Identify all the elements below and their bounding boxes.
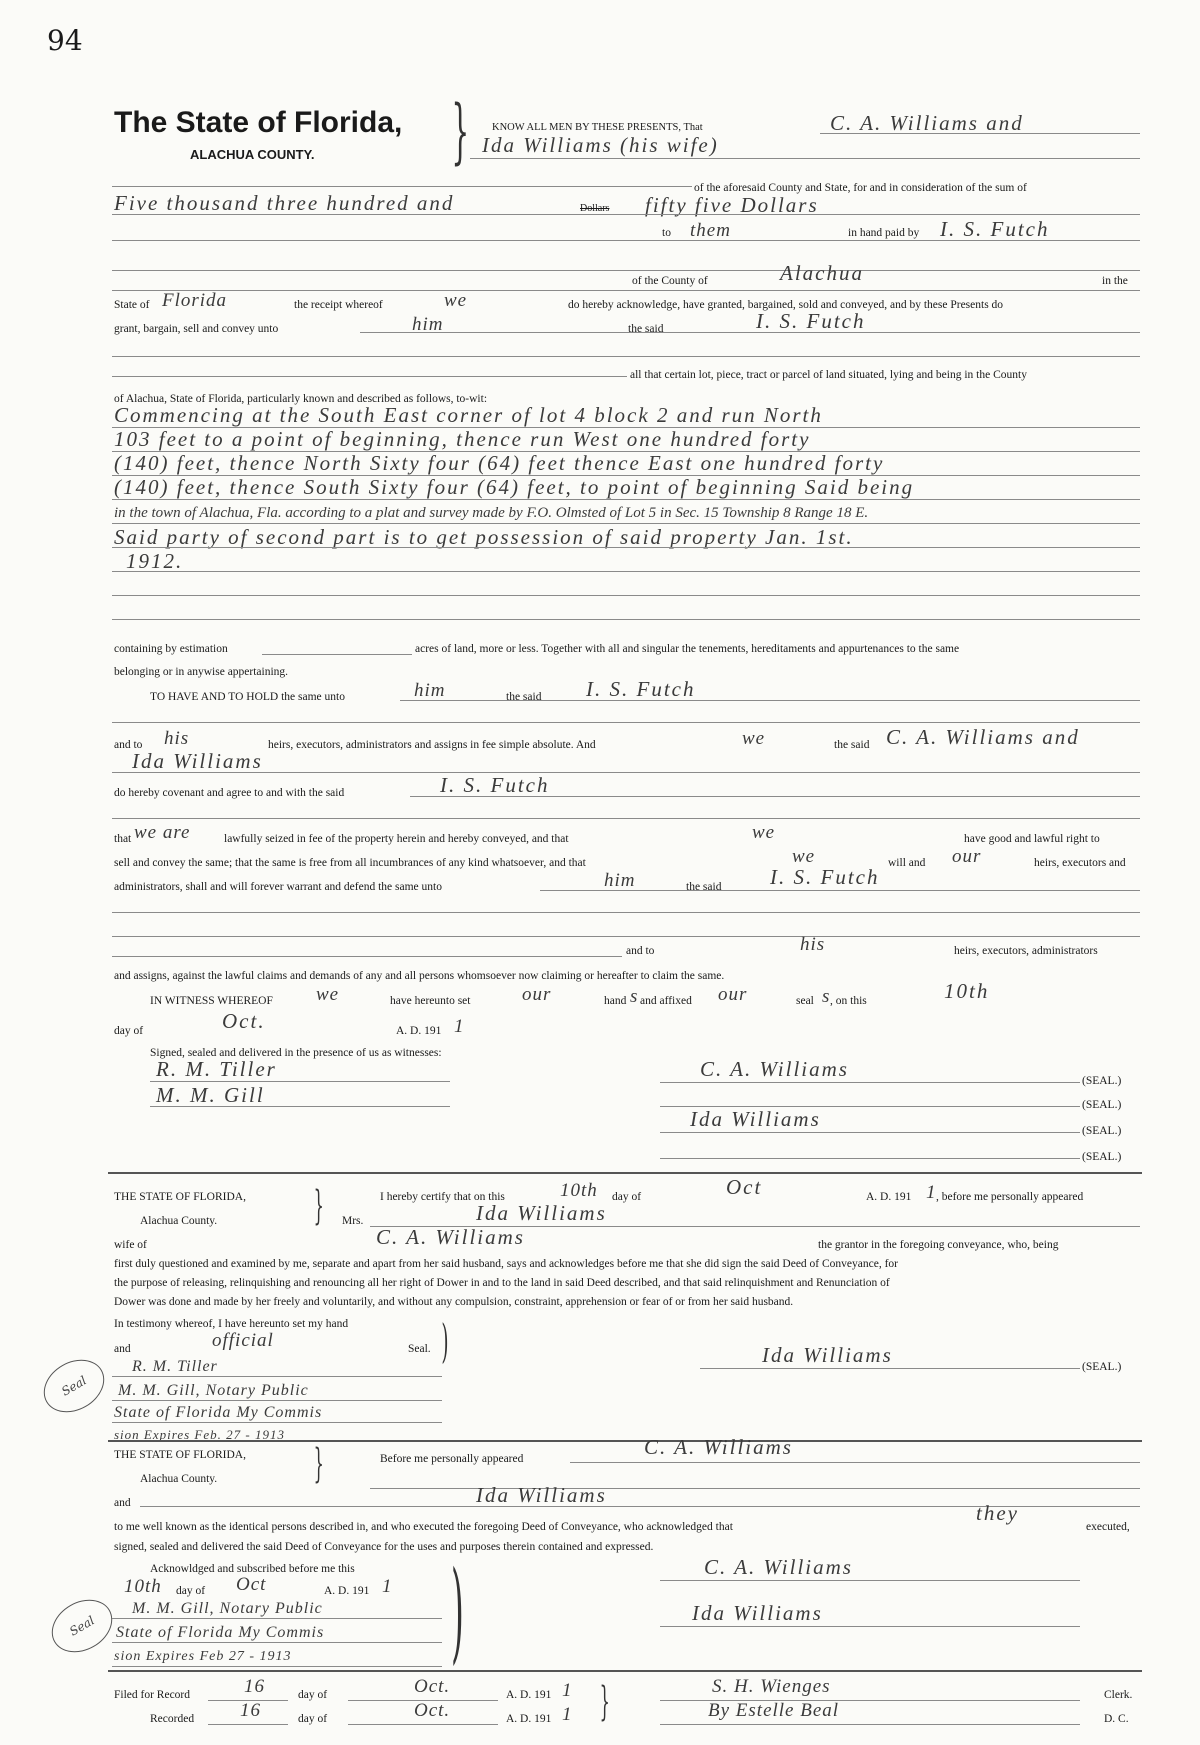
consideration-text: of the aforesaid County and State, for and in consideration of the sum of xyxy=(694,182,1027,194)
ack-day-hw: 10th xyxy=(124,1576,162,1597)
dower-text-2: the purpose of releasing, relinquishing and renouncing all her right of Dower in and to the land in said Deed described, and that said relinquishment and Renunciation of xyxy=(114,1277,890,1289)
description-text-1: all that certain lot, piece, tract or parcel of land situated, lying and being in the County xyxy=(630,369,1027,381)
dower-text-1: first duly questioned and examined by me, separate and apart from her said husband, says and acknowledges before me that she did sign the said Deed of Conveyance, for xyxy=(114,1258,898,1270)
ack-notary-3-hw: sion Expires Feb 27 - 1913 xyxy=(114,1649,292,1664)
dower-wife-hw: C. A. Williams xyxy=(376,1225,525,1249)
ack-and-hw: Ida Williams xyxy=(476,1483,607,1507)
admin-text: administrators, shall and will forever warrant and defend the same unto xyxy=(114,881,442,893)
ack-state: THE STATE OF FLORIDA, xyxy=(114,1449,246,1461)
county-title: ALACHUA COUNTY. xyxy=(190,147,315,162)
paid-label: in hand paid by xyxy=(848,227,920,239)
seal-s-hw: s xyxy=(822,986,831,1007)
dc-label: D. C. xyxy=(1104,1713,1129,1725)
on-this-label: , on this xyxy=(830,995,867,1007)
recorded-day-of: day of xyxy=(298,1713,328,1725)
filed-month-hw: Oct. xyxy=(414,1676,451,1697)
ack-sig-1-hw: C. A. Williams xyxy=(704,1555,853,1579)
signature-1-hw: C. A. Williams xyxy=(700,1057,849,1081)
ack-notary-1-hw: M. M. Gill, Notary Public xyxy=(132,1600,323,1617)
ack-before: Before me personally appeared xyxy=(380,1453,524,1465)
grantee-hw: I. S. Futch xyxy=(756,309,866,333)
dower-notary-2-hw: M. M. Gill, Notary Public xyxy=(118,1382,309,1399)
ack-text-1: to me well known as the identical persons described in, and who executed the foregoing Deed of Conveyance, who acknowledged that xyxy=(114,1521,733,1533)
good-text: have good and lawful right to xyxy=(964,833,1100,845)
state-hw: Florida xyxy=(162,290,228,311)
dower-mrs-hw: Ida Williams xyxy=(476,1201,607,1225)
and-to-label: and to xyxy=(114,739,143,751)
dower-state: THE STATE OF FLORIDA, xyxy=(114,1191,246,1203)
description-hw-2: 103 feet to a point of beginning, thence run West one hundred forty xyxy=(114,427,811,451)
grant-label: grant, bargain, sell and convey unto xyxy=(114,323,279,335)
the-said-4: the said xyxy=(686,881,722,893)
description-text-2: of Alachua, State of Florida, particularly known and described as follows, to-wit: xyxy=(114,393,488,405)
signed-text: Signed, sealed and delivered in the presence of us as witnesses: xyxy=(150,1047,442,1059)
hereunto-text: have hereunto set xyxy=(390,995,471,1007)
seal-label: seal xyxy=(796,995,814,1007)
dower-seal-brace: ) xyxy=(441,1314,449,1368)
heirs-exec-text: heirs, executors and xyxy=(1034,857,1126,869)
receipt-hw: we xyxy=(444,290,468,311)
ack-county: Alachua County. xyxy=(140,1473,218,1485)
hand-label: hand xyxy=(604,995,627,1007)
amount-hw-2: fifty five Dollars xyxy=(645,193,819,217)
description-hw-6: Said party of second part is to get possession of said property Jan. 1st. xyxy=(114,525,854,549)
ack-ad: A. D. 191 xyxy=(324,1585,370,1597)
dower-year-hw: 1 xyxy=(926,1182,937,1203)
dower-seal-label: (SEAL.) xyxy=(1082,1361,1122,1373)
recorded-year-hw: 1 xyxy=(562,1704,573,1725)
record-brace: } xyxy=(599,1679,610,1725)
dower-testimony: In testimony whereof, I have hereunto set my hand xyxy=(114,1318,349,1330)
ack-and: and xyxy=(114,1497,131,1509)
heirs-hw-2: C. A. Williams and xyxy=(886,725,1080,749)
know-all-text: KNOW ALL MEN BY THESE PRESENTS, That xyxy=(492,122,703,133)
heirs-hw-3: Ida Williams xyxy=(132,749,263,773)
covenant-text: do hereby covenant and agree to and with the said xyxy=(114,787,345,799)
dower-notary-4-hw: sion Expires Feb. 27 - 1913 xyxy=(114,1427,285,1442)
dower-day-of: day of xyxy=(612,1191,642,1203)
description-hw-7: 1912. xyxy=(126,549,184,573)
dower-grantor: the grantor in the foregoing conveyance, who, being xyxy=(818,1239,1059,1251)
witness-2-hw: M. M. Gill xyxy=(156,1083,265,1107)
in-witness-label: IN WITNESS WHEREOF xyxy=(150,995,273,1007)
that-hw: we are xyxy=(134,822,191,843)
grantors-hw-1: C. A. Williams and xyxy=(830,111,1024,135)
dower-month-hw: Oct xyxy=(726,1175,763,1199)
covenant-hw: I. S. Futch xyxy=(440,773,550,797)
acknowledge-text: do hereby acknowledge, have granted, bargained, sold and conveyed, and by these Presents do xyxy=(568,299,1004,311)
dower-ad: A. D. 191 xyxy=(866,1191,912,1203)
to-have-label: TO HAVE AND TO HOLD the same unto xyxy=(150,691,345,703)
ack-sig-2-hw: Ida Williams xyxy=(692,1601,823,1625)
and-to-hw: his xyxy=(164,728,190,749)
admin-hw-2: I. S. Futch xyxy=(770,865,880,889)
receipt-label: the receipt whereof xyxy=(294,299,383,311)
ack-text-2: signed, sealed and delivered the said Deed of Conveyance for the uses and purposes therein contained and expressed. xyxy=(114,1541,654,1553)
ack-seal-stamp: Seal xyxy=(42,1589,121,1663)
header-brace: } xyxy=(451,90,470,172)
filed-day-of: day of xyxy=(298,1689,328,1701)
dower-text-3: Dower was done and made by her freely and voluntarily, and without any compulsion, constraint, apprehension or fear of or from her said husband. xyxy=(114,1296,794,1308)
ack-notary-2-hw: State of Florida My Commis xyxy=(116,1624,325,1641)
county-label: of the County of xyxy=(632,275,708,287)
the-said-2: the said xyxy=(506,691,542,703)
will-and-label: will and xyxy=(888,857,926,869)
state-label: State of xyxy=(114,299,150,311)
in-witness-hw: we xyxy=(316,984,340,1005)
filed-label: Filed for Record xyxy=(114,1689,191,1701)
dower-wife-of: wife of xyxy=(114,1239,147,1251)
seal-label-3: (SEAL.) xyxy=(1082,1125,1122,1137)
dower-seal: Seal. xyxy=(408,1343,431,1355)
ack-day-of: day of xyxy=(176,1585,206,1597)
the-said-3: the said xyxy=(834,739,870,751)
seal-label-1: (SEAL.) xyxy=(1082,1075,1122,1087)
year-hw: 1 xyxy=(454,1016,465,1037)
ack-they-hw: they xyxy=(976,1501,1019,1525)
clerk-hw: S. H. Wienges xyxy=(712,1676,831,1697)
description-hw-3: (140) feet, thence North Sixty four (64) feet thence East one hundred forty xyxy=(114,451,885,475)
dower-seal-stamp: Seal xyxy=(34,1349,113,1423)
ack-year-hw: 1 xyxy=(382,1576,393,1597)
signature-2-hw: Ida Williams xyxy=(690,1107,821,1131)
dower-sig-hw: Ida Williams xyxy=(762,1343,893,1367)
affixed-hw: our xyxy=(718,984,748,1005)
ad-label: A. D. 191 xyxy=(396,1025,442,1037)
state-title: The State of Florida, xyxy=(114,106,403,139)
the-said-1: the said xyxy=(628,323,664,335)
payer-hw: I. S. Futch xyxy=(940,217,1050,241)
grantors-hw-2: Ida Williams (his wife) xyxy=(482,133,719,157)
assigns-text: and assigns, against the lawful claims and demands of any and all persons whomsoever now claiming or hereafter to claim the same. xyxy=(114,970,725,982)
ack-sub: Acknowldged and subscribed before me this xyxy=(150,1563,355,1575)
dower-before: , before me personally appeared xyxy=(936,1191,1084,1203)
description-hw-1: Commencing at the South East corner of lot 4 block 2 and run North xyxy=(114,403,823,427)
sell-hw: we xyxy=(792,846,816,867)
dower-notary-1-hw: R. M. Tiller xyxy=(132,1358,218,1375)
seal-label-2: (SEAL.) xyxy=(1082,1099,1122,1111)
filed-ad: A. D. 191 xyxy=(506,1689,552,1701)
ack-before-hw: C. A. Williams xyxy=(644,1435,793,1459)
dower-certify: I hereby certify that on this xyxy=(380,1191,505,1203)
month-hw: Oct. xyxy=(222,1009,266,1033)
heirs-exec-text-2: heirs, executors, administrators xyxy=(954,945,1098,957)
seal-label-4: (SEAL.) xyxy=(1082,1151,1122,1163)
filed-year-hw: 1 xyxy=(562,1680,573,1701)
date-hw: 10th xyxy=(944,979,990,1003)
day-of-label: day of xyxy=(114,1025,144,1037)
description-hw-5: in the town of Alachua, Fla. according to a plat and survey made by F.O. Olmsted of Lot 5 in Sec. 15 Township 8 Range 18 E. xyxy=(114,505,869,521)
county-hw: Alachua xyxy=(780,261,864,285)
dower-county: Alachua County. xyxy=(140,1215,218,1227)
dower-notary-3-hw: State of Florida My Commis xyxy=(114,1404,323,1421)
recorded-day-hw: 16 xyxy=(240,1700,261,1721)
recorded-month-hw: Oct. xyxy=(414,1700,451,1721)
heirs-text: heirs, executors, administrators and assigns in fee simple absolute. And xyxy=(268,739,596,751)
clerk-label: Clerk. xyxy=(1104,1689,1133,1701)
description-hw-4: (140) feet, thence South Sixty four (64) feet, to point of beginning Said being xyxy=(114,475,915,499)
dollars-label: Dollars xyxy=(580,203,610,214)
filed-day-hw: 16 xyxy=(244,1676,265,1697)
sell-text: sell and convey the same; that the same is free from all incumbrances of any kind whatsoever, and that xyxy=(114,857,586,869)
recorded-label: Recorded xyxy=(150,1713,195,1725)
admin-hw: him xyxy=(604,870,636,891)
seized-hw: we xyxy=(752,822,776,843)
dower-day-hw: 10th xyxy=(560,1180,598,1201)
ack-executed: executed, xyxy=(1086,1521,1130,1533)
and-to-label-2: and to xyxy=(626,945,655,957)
to-label: to xyxy=(662,227,671,239)
containing-label: containing by estimation xyxy=(114,643,228,655)
affixed-label: and affixed xyxy=(640,995,692,1007)
belonging-text: belonging or in anywise appertaining. xyxy=(114,666,289,678)
dc-hw: By Estelle Beal xyxy=(708,1700,840,1721)
heirs-hw: we xyxy=(742,728,766,749)
to-have-hw-2: I. S. Futch xyxy=(586,677,696,701)
set-hw: our xyxy=(522,984,552,1005)
grantee-pron-hw: him xyxy=(412,314,444,335)
ack-month-hw: Oct xyxy=(236,1574,267,1595)
dower-mrs: Mrs. xyxy=(342,1215,364,1227)
hand-s-hw: s xyxy=(630,986,639,1007)
and-to-hw-2: his xyxy=(800,934,826,955)
ack-brace: } xyxy=(313,1441,324,1487)
witness-1-hw: R. M. Tiller xyxy=(156,1057,277,1081)
to-hw: them xyxy=(690,220,731,241)
recorded-ad: A. D. 191 xyxy=(506,1713,552,1725)
amount-hw: Five thousand three hundred and xyxy=(114,191,455,215)
dower-and: and xyxy=(114,1343,131,1355)
will-hw: our xyxy=(952,846,982,867)
in-the-label: in the xyxy=(1102,275,1128,287)
to-have-hw: him xyxy=(414,680,446,701)
ack-seal-brace: ) xyxy=(451,1547,464,1675)
acres-text: acres of land, more or less. Together with all and singular the tenements, hereditaments and appurtenances to the same xyxy=(415,643,960,655)
dower-brace: } xyxy=(313,1183,324,1229)
page-number: 94 xyxy=(47,24,83,57)
dower-official-hw: official xyxy=(212,1330,274,1351)
seized-text: lawfully seized in fee of the property herein and hereby conveyed, and that xyxy=(224,833,569,845)
that-label: that xyxy=(114,833,132,845)
